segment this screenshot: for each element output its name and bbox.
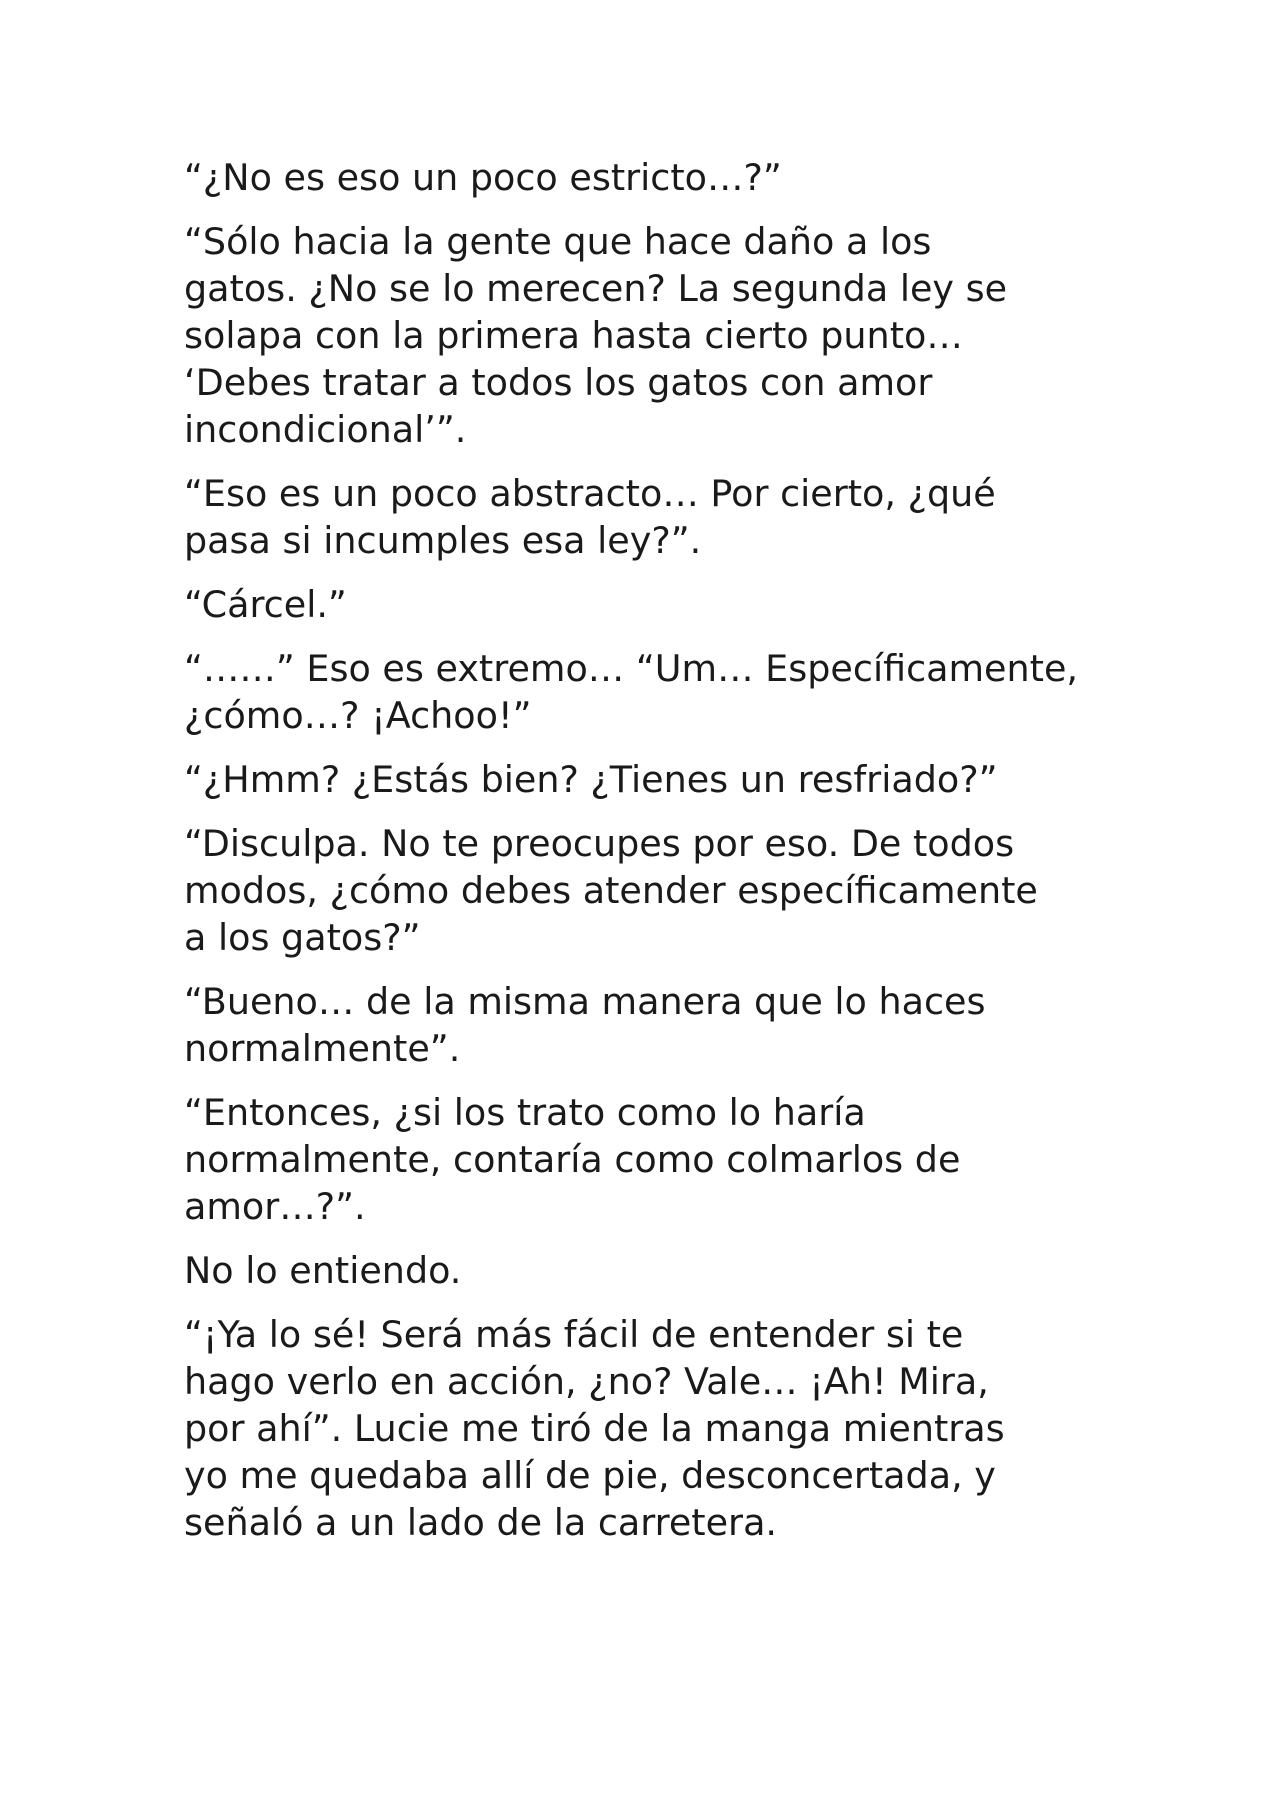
text-line: “¿No es eso un poco estricto…?” [184,156,782,199]
text-line: “……” Eso es extremo… “Um… Específicamente, [184,647,1079,690]
paragraph [184,581,1124,628]
text-line: “Bueno… de la misma manera que lo haces [184,980,986,1023]
paragraph [184,1311,1124,1546]
text-line: ‘Debes tratar a todos los gatos con amor [184,361,933,404]
paragraph [184,645,1124,739]
text-line: “¡Ya lo sé! Será más fácil de entender si te [184,1313,964,1356]
text-line: por ahí”. Lucie me tiró de la manga mientras [184,1407,1005,1450]
paragraph [184,1089,1124,1230]
text-line: señaló a un lado de la carretera. [184,1501,778,1544]
text-line: “Cárcel.” [184,583,347,626]
text-line: “Disculpa. No te preocupes por eso. De todos [184,822,1015,865]
paragraph [184,470,1124,564]
text-line: incondicional’”. [184,408,467,451]
text-line: “Entonces, ¿si los trato como lo haría [184,1091,866,1134]
text-line: pasa si incumples esa ley?”. [184,519,702,562]
text-line: hago verlo en acción, ¿no? Vale… ¡Ah! Mira, [184,1360,989,1403]
text-line: amor…?”. [184,1185,366,1228]
paragraph [184,756,1124,803]
text-line: gatos. ¿No se lo merecen? La segunda ley se [184,267,1008,310]
text-line: “Eso es un poco abstracto… Por cierto, ¿qué [184,472,996,515]
text-line: No lo entiendo. [184,1249,462,1292]
paragraph [184,820,1124,961]
paragraph [184,218,1124,453]
text-line: a los gatos?” [184,916,421,959]
text-line: yo me quedaba allí de pie, desconcertada, y [184,1454,996,1497]
body-text [184,154,1124,1563]
paragraph [184,1247,1124,1294]
paragraph [184,154,1124,201]
text-line: normalmente”. [184,1027,461,1070]
text-line: “¿Hmm? ¿Estás bien? ¿Tienes un resfriado?” [184,758,998,801]
text-line: solapa con la primera hasta cierto punto… [184,314,963,357]
text-line: modos, ¿cómo debes atender específicamente [184,869,1038,912]
text-line: “Sólo hacia la gente que hace daño a los [184,220,932,263]
paragraph [184,978,1124,1072]
text-line: normalmente, contaría como colmarlos de [184,1138,961,1181]
text-line: ¿cómo…? ¡Achoo!” [184,694,532,737]
